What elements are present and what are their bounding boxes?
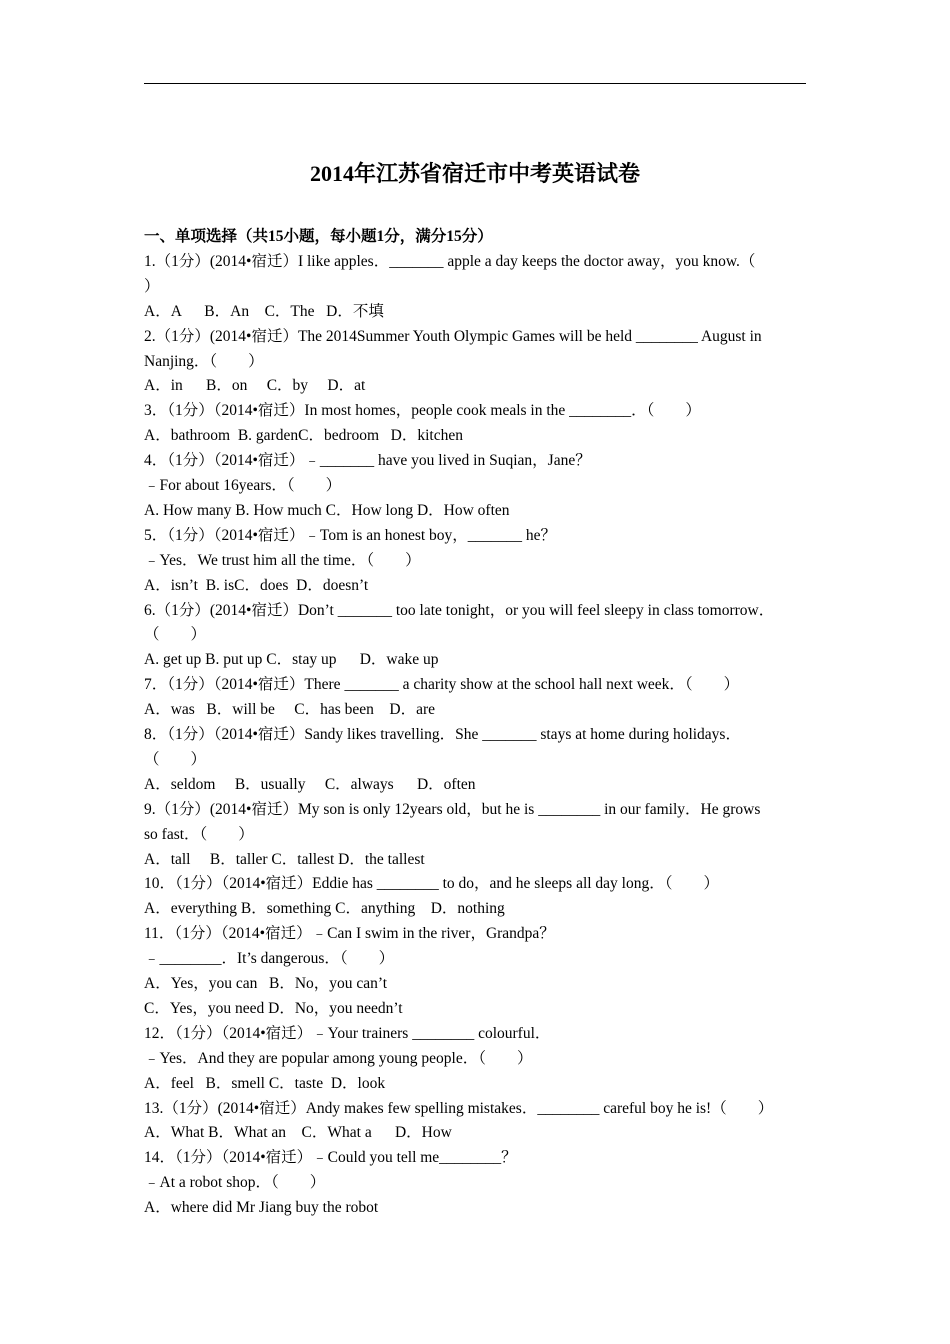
question-line: ） [144, 277, 160, 295]
question-line: Nanjing．（ ） [144, 352, 264, 370]
question-line: （ ） [144, 750, 207, 768]
question-line: A．isn’t B. isC．does D．doesn’t [144, 576, 369, 594]
question-line: A．tall B．taller C．tallest D．the tallest [144, 850, 425, 868]
question-line: A．feel B．smell C．taste D．look [144, 1074, 386, 1092]
question-line: 3．（1分）（2014•宿迁）In most homes，people cook meals in the ________．（ ） [144, 402, 701, 420]
question-line: 6.（1分）(2014•宿迁）Don’t _______ too late tonight，or you will feel sleepy in class tomorrow． [144, 601, 775, 619]
question-line: ﹣Yes．We trust him all the time．（ ） [144, 551, 421, 569]
header-rule [144, 83, 806, 84]
question-line: 5．（1分）（2014•宿迁）﹣Tom is an honest boy，_______ he？ [144, 526, 557, 544]
question-line: 9.（1分）(2014•宿迁）My son is only 12years old，but he is ________ in our family．He grows [144, 800, 761, 818]
question-line: 7．（1分）（2014•宿迁）There _______ a charity show at the school hall next week．（ ） [144, 676, 740, 694]
question-line: A. get up B. put up C．stay up D．wake up [144, 651, 439, 669]
page-title: 2014年江苏省宿迁市中考英语试卷 [309, 161, 640, 186]
question-line: ﹣Yes．And they are popular among young people．（ ） [144, 1049, 533, 1067]
section-heading: 一、单项选择（共15小题，每小题1分，满分15分） [144, 228, 493, 245]
question-line: A．What B．What an C．What a D．How [144, 1124, 452, 1142]
question-line: 8．（1分）（2014•宿迁）Sandy likes travelling．She _______ stays at home during holidays． [144, 726, 741, 743]
question-line: 1.（1分）(2014•宿迁）I like apples．_______ apple a day keeps the doctor away，you know.（ [144, 252, 756, 270]
question-line: A．seldom B．usually C．always D．often [144, 775, 476, 793]
question-line: 4．（1分）（2014•宿迁）﹣_______ have you lived in Suqian，Jane？ [144, 452, 591, 470]
question-line: ﹣For about 16years．（ ） [144, 477, 342, 494]
question-line: 12．（1分）（2014•宿迁）﹣Your trainers ________ colourful． [144, 1024, 551, 1042]
question-line: A．everything B．something C．anything D．nothing [144, 900, 505, 918]
question-line: so fast．（ ） [144, 825, 254, 843]
question-line: ﹣At a robot shop．（ ） [144, 1174, 326, 1192]
question-line: A．was B．will be C．has been D．are [144, 701, 436, 719]
question-line: ﹣________．It’s dangerous．（ ） [144, 950, 395, 968]
question-line: （ ） [144, 626, 207, 644]
question-line: C．Yes，you need D．No，you needn’t [144, 999, 403, 1017]
question-line: A. How many B. How much C．How long D．How often [144, 501, 510, 519]
question-line: 13.（1分）(2014•宿迁）Andy makes few spelling mistakes．________ careful boy he is!（ ） [144, 1099, 774, 1117]
question-line: A．A B．An C．The D．不填 [144, 302, 384, 320]
question-line: A．bathroom B. gardenC．bedroom D．kitchen [144, 427, 463, 445]
question-line: A．in B．on C．by D．at [144, 377, 366, 395]
question-line: A．where did Mr Jiang buy the robot [144, 1199, 379, 1217]
question-line: A．Yes，you can B．No，you can’t [144, 975, 388, 992]
question-line: 2.（1分）(2014•宿迁）The 2014Summer Youth Olympic Games will be held ________ August in [144, 327, 762, 345]
question-line: 10．（1分）（2014•宿迁）Eddie has ________ to do，and he sleeps all day long．（ ） [144, 875, 719, 893]
question-line: 11．（1分）（2014•宿迁）﹣Can I swim in the river，Grandpa？ [144, 925, 555, 943]
question-line: 14．（1分）（2014•宿迁）﹣Could you tell me________？ [144, 1149, 517, 1167]
